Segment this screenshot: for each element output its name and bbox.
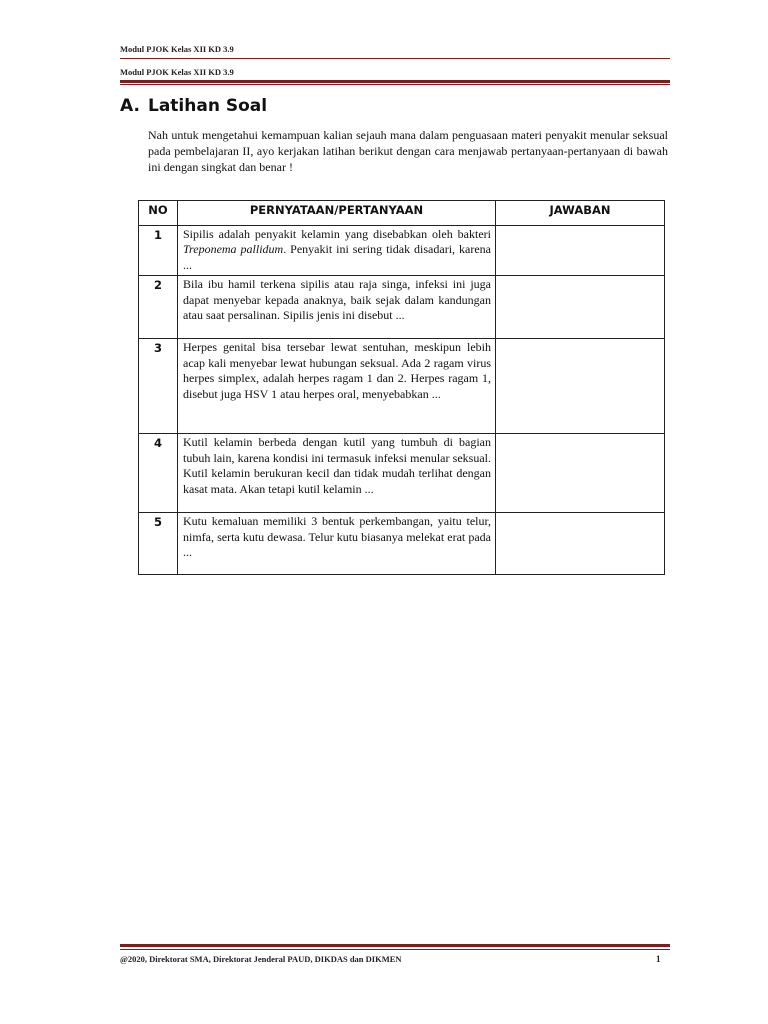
answer-cell[interactable] bbox=[496, 513, 665, 575]
section-number: A. bbox=[120, 96, 140, 116]
running-header-top: Modul PJOK Kelas XII KD 3.9 bbox=[120, 44, 234, 54]
question-cell: Herpes genital bisa tersebar lewat sentuhan, meskipun lebih acap kali menyebar lewat hubungan seksual. Ada 2 ragam virus herpes simplex, adalah herpes ragam 1 dan 2. Herpes ragam 1, disebut juga HSV 1 atau herpes oral, menyebabkan ... bbox=[178, 339, 496, 434]
header-answer: JAWABAN bbox=[496, 201, 665, 226]
header-rule-underline bbox=[120, 84, 670, 85]
header-no: NO bbox=[139, 201, 178, 226]
running-header: Modul PJOK Kelas XII KD 3.9 bbox=[120, 67, 234, 77]
table-row bbox=[139, 339, 665, 434]
row-number: 4 bbox=[139, 434, 178, 513]
header-question: PERNYATAAN/PERTANYAAN bbox=[178, 201, 496, 226]
row-number: 5 bbox=[139, 513, 178, 575]
row-number: 3 bbox=[139, 339, 178, 434]
answer-cell[interactable] bbox=[496, 225, 665, 276]
page-number: 1 bbox=[656, 954, 661, 964]
intro-paragraph: Nah untuk mengetahui kemampuan kalian sejauh mana dalam penguasaan materi penyakit menular seksual pada pembelajaran II, ayo kerjakan latihan berikut dengan cara menjawab pertanyaan-pertanyaan di bawah ini dengan singkat dan benar ! bbox=[148, 128, 668, 174]
section-heading bbox=[120, 96, 267, 116]
header-rule-thick bbox=[120, 80, 670, 83]
section-title: Latihan Soal bbox=[148, 96, 268, 116]
question-cell: Kutil kelamin berbeda dengan kutil yang tumbuh di bagian tubuh lain, karena kondisi ini termasuk infeksi menular seksual. Kutil kelamin berukuran kecil dan tidak mudah terlihat dengan kasat mata. Akan tetapi kutil kelamin ... bbox=[178, 434, 496, 513]
answer-cell[interactable] bbox=[496, 276, 665, 339]
footer-rule-thick bbox=[120, 944, 670, 947]
exercise-table bbox=[138, 200, 665, 575]
row-number: 2 bbox=[139, 276, 178, 339]
question-cell: Sipilis adalah penyakit kelamin yang disebabkan oleh bakteri Treponema pallidum. Penyakit ini sering tidak disadari, karena ... bbox=[178, 225, 496, 276]
header-rule-thin bbox=[120, 58, 670, 59]
question-cell: Bila ibu hamil terkena sipilis atau raja singa, infeksi ini juga dapat menyebar kepada anaknya, baik sejak dalam kandungan atau saat persalinan. Sipilis jenis ini disebut ... bbox=[178, 276, 496, 339]
table-row bbox=[139, 276, 665, 339]
answer-cell[interactable] bbox=[496, 339, 665, 434]
italic-term: Treponema pallidum bbox=[183, 242, 284, 256]
row-number: 1 bbox=[139, 225, 178, 276]
answer-cell[interactable] bbox=[496, 434, 665, 513]
table-row bbox=[139, 513, 665, 575]
table-row bbox=[139, 225, 665, 276]
table-header-row bbox=[139, 201, 665, 226]
table-row bbox=[139, 434, 665, 513]
question-cell: Kutu kemaluan memiliki 3 bentuk perkembangan, yaitu telur, nimfa, serta kutu dewasa. Telur kutu biasanya melekat erat pada ... bbox=[178, 513, 496, 575]
footer-copyright: @2020, Direktorat SMA, Direktorat Jenderal PAUD, DIKDAS dan DIKMEN bbox=[120, 954, 402, 964]
footer-rule-thin bbox=[120, 949, 670, 950]
